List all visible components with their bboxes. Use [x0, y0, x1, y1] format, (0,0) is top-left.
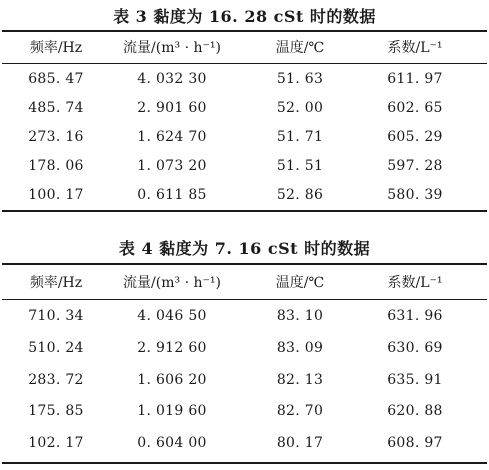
- cell-frequency: 102. 17: [28, 435, 84, 451]
- cell-coefficient: 597. 28: [387, 158, 443, 174]
- cell-coefficient: 580. 39: [387, 187, 443, 203]
- header-flow: 流量/(m³ · h⁻¹): [123, 275, 221, 291]
- table-3-bottom-rule: [2, 210, 487, 212]
- table-row: [0, 153, 489, 179]
- cell-frequency: 685. 47: [28, 71, 84, 87]
- table-3-caption: 表 3 黏度为 16. 28 cSt 时的数据: [113, 7, 376, 26]
- cell-flow: 2. 912 60: [137, 340, 207, 356]
- cell-frequency: 510. 24: [28, 340, 84, 356]
- table-4-header-rule: [2, 299, 487, 300]
- header-temperature: 温度/℃: [275, 275, 325, 291]
- cell-temperature: 83. 10: [276, 308, 324, 324]
- table-row: [0, 124, 489, 150]
- table-row: [0, 367, 489, 393]
- table-4-caption: 表 4 黏度为 7. 16 cSt 时的数据: [118, 239, 371, 258]
- cell-coefficient: 620. 88: [387, 403, 443, 419]
- cell-flow: 1. 019 60: [137, 403, 207, 419]
- table-row: [0, 66, 489, 92]
- table-row: [0, 95, 489, 121]
- cell-frequency: 485. 74: [28, 100, 84, 116]
- table-row: [0, 335, 489, 361]
- cell-frequency: 175. 85: [28, 403, 84, 419]
- cell-temperature: 80. 17: [276, 435, 324, 451]
- cell-temperature: 82. 70: [276, 403, 324, 419]
- cell-coefficient: 608. 97: [387, 435, 443, 451]
- cell-temperature: 51. 71: [276, 129, 324, 145]
- cell-flow: 1. 073 20: [137, 158, 207, 174]
- cell-coefficient: 602. 65: [387, 100, 443, 116]
- header-coefficient: 系数/L⁻¹: [387, 275, 443, 291]
- cell-frequency: 283. 72: [28, 372, 84, 388]
- cell-flow: 2. 901 60: [137, 100, 207, 116]
- cell-flow: 0. 611 85: [137, 187, 207, 203]
- table-row: [0, 430, 489, 456]
- table-3-header-rule: [2, 63, 487, 64]
- cell-temperature: 51. 63: [276, 71, 324, 87]
- cell-temperature: 82. 13: [276, 372, 324, 388]
- table-row: [0, 303, 489, 329]
- header-frequency: 频率/Hz: [29, 40, 83, 56]
- table-3-top-rule: [2, 30, 487, 32]
- cell-temperature: 51. 51: [276, 158, 324, 174]
- cell-coefficient: 630. 69: [387, 340, 443, 356]
- cell-flow: 0. 604 00: [137, 435, 207, 451]
- cell-coefficient: 635. 91: [387, 372, 443, 388]
- cell-flow: 4. 046 50: [137, 308, 207, 324]
- cell-coefficient: 611. 97: [387, 71, 443, 87]
- cell-temperature: 52. 86: [276, 187, 324, 203]
- table-4-top-rule: [2, 263, 487, 265]
- cell-frequency: 100. 17: [28, 187, 84, 203]
- cell-coefficient: 605. 29: [387, 129, 443, 145]
- table-3-header-row: [0, 35, 489, 61]
- cell-temperature: 52. 00: [276, 100, 324, 116]
- table-row: [0, 182, 489, 208]
- header-temperature: 温度/℃: [275, 40, 325, 56]
- cell-frequency: 178. 06: [28, 158, 84, 174]
- cell-flow: 4. 032 30: [137, 71, 207, 87]
- cell-flow: 1. 624 70: [137, 129, 207, 145]
- cell-frequency: 273. 16: [28, 129, 84, 145]
- table-4-bottom-rule: [2, 462, 487, 464]
- cell-coefficient: 631. 96: [387, 308, 443, 324]
- table-row: [0, 398, 489, 424]
- header-flow: 流量/(m³ · h⁻¹): [123, 40, 221, 56]
- table-4-header-row: [0, 270, 489, 296]
- header-coefficient: 系数/L⁻¹: [387, 40, 443, 56]
- cell-temperature: 83. 09: [276, 340, 324, 356]
- header-frequency: 频率/Hz: [29, 275, 83, 291]
- cell-flow: 1. 606 20: [137, 372, 207, 388]
- cell-frequency: 710. 34: [28, 308, 84, 324]
